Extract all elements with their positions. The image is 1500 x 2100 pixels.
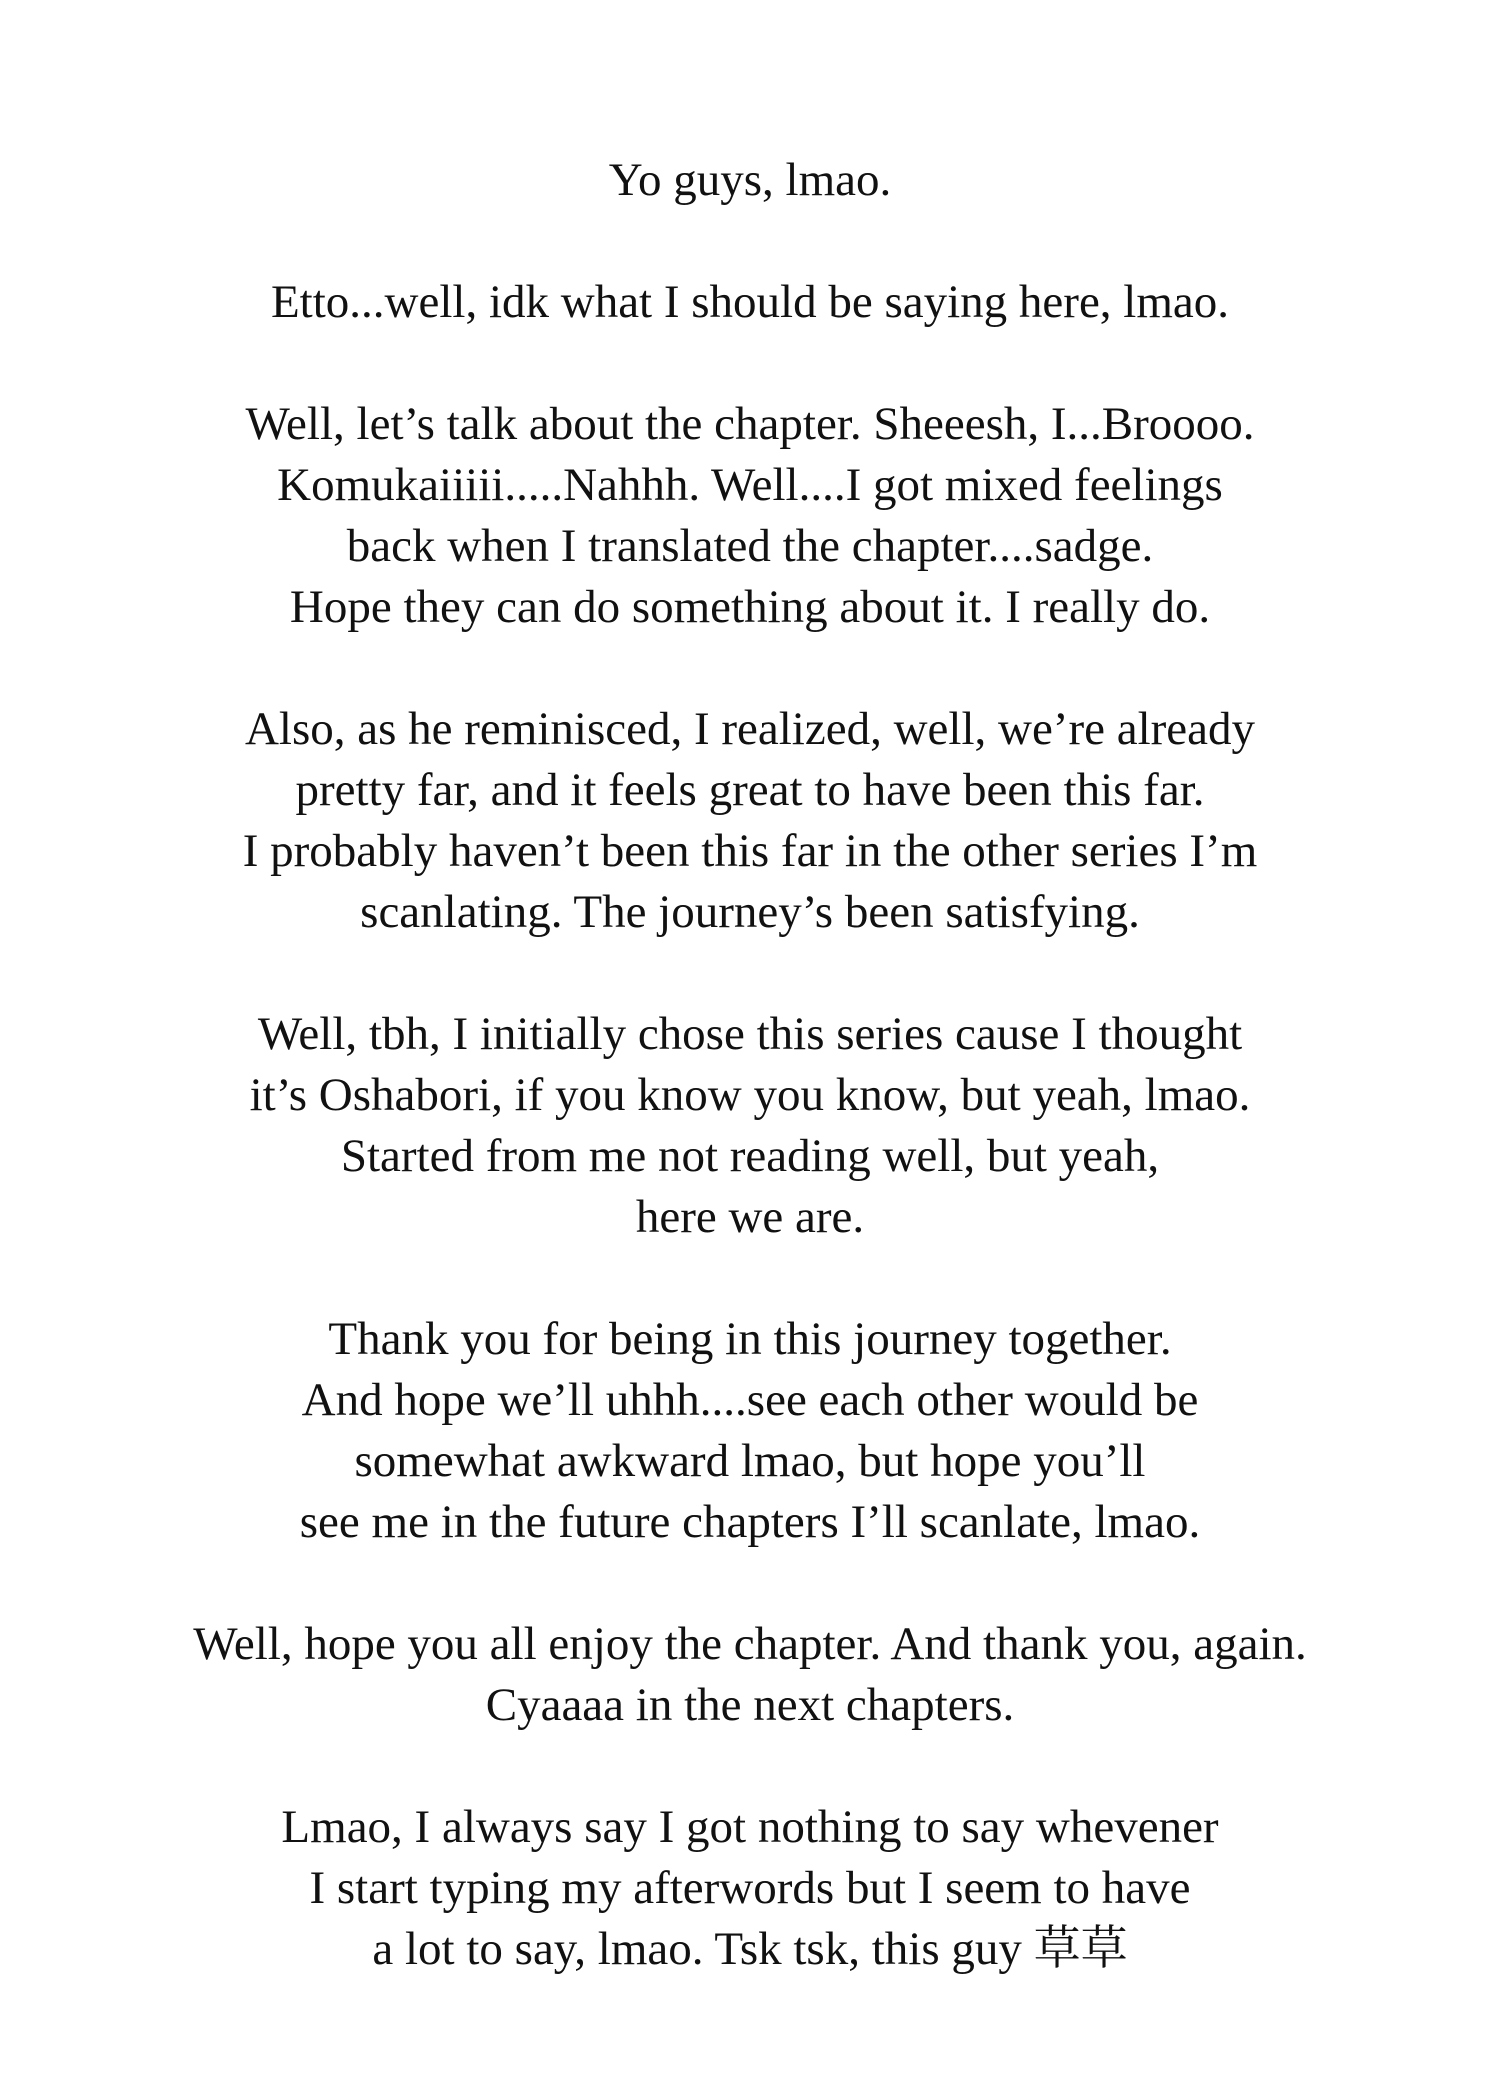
text-line: pretty far, and it feels great to have been this far. (295, 764, 1205, 816)
paragraph-why-series (0, 1004, 1500, 1248)
text-line: I start typing my afterwords but I seem to have (309, 1862, 1191, 1914)
text-line: Etto...well, idk what I should be saying here, lmao. (270, 276, 1230, 328)
text-line: Komukaiiiii.....Nahhh. Well....I got mixed feelings (277, 459, 1223, 511)
text-line: somewhat awkward lmao, but hope you’ll (354, 1435, 1146, 1487)
text-line: Also, as he reminisced, I realized, well, we’re already (244, 703, 1256, 755)
text-line: And hope we’ll uhhh....see each other would be (301, 1374, 1199, 1426)
paragraph-greeting (0, 150, 1500, 211)
text-line: Well, hope you all enjoy the chapter. And thank you, again. (193, 1618, 1307, 1670)
text-line: it’s Oshabori, if you know you know, but yeah, lmao. (249, 1069, 1251, 1121)
text-line: Cyaaaa in the next chapters. (485, 1679, 1015, 1731)
text-line: Thank you for being in this journey together. (328, 1313, 1172, 1365)
text-line: Hope they can do something about it. I really do. (289, 581, 1211, 633)
text-line: Started from me not reading well, but yeah, (340, 1130, 1160, 1182)
paragraph-thanks (0, 1309, 1500, 1553)
paragraph-outro (0, 1797, 1500, 1980)
paragraph-closing (0, 1614, 1500, 1736)
paragraph-intro (0, 272, 1500, 333)
paragraph-reminisce (0, 699, 1500, 943)
text-line: see me in the future chapters I’ll scanlate, lmao. (299, 1496, 1201, 1548)
text-line: Yo guys, lmao. (608, 154, 892, 206)
text-line: here we are. (635, 1191, 865, 1243)
text-line: I probably haven’t been this far in the other series I’m (242, 825, 1258, 877)
afterword-text (0, 150, 1500, 2041)
text-line: scanlating. The journey’s been satisfying. (360, 886, 1140, 938)
text-line: Well, tbh, I initially chose this series cause I thought (257, 1008, 1243, 1060)
text-line: a lot to say, lmao. Tsk tsk, this guy 草草 (372, 1923, 1128, 1975)
paragraph-chapter-talk (0, 394, 1500, 638)
text-line: Lmao, I always say I got nothing to say whevener (281, 1801, 1219, 1853)
text-line: back when I translated the chapter....sadge. (346, 520, 1154, 572)
text-line: Well, let’s talk about the chapter. Sheeesh, I...Broooo. (245, 398, 1255, 450)
